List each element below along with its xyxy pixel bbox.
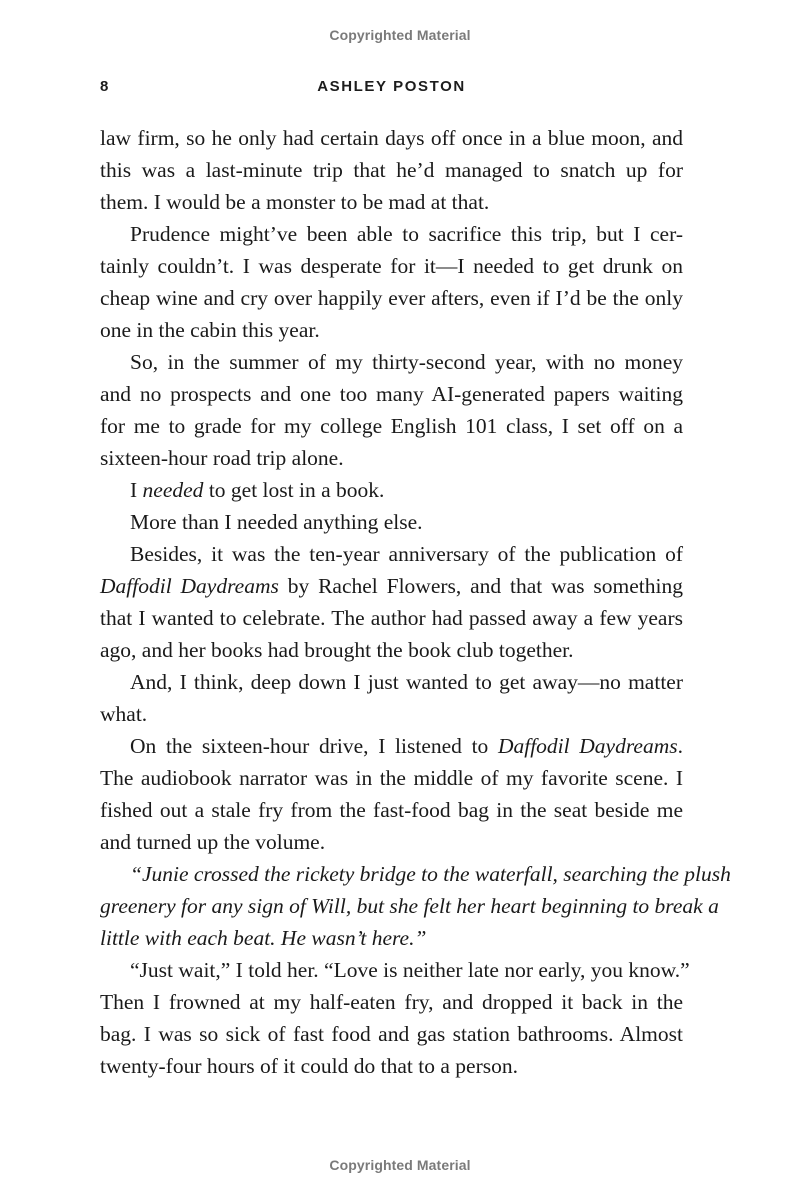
running-head-author: ASHLEY POSTON: [317, 78, 466, 95]
line-text: More than I needed anything else.: [130, 510, 423, 534]
text-line: [100, 986, 683, 1018]
line-text: law firm, so he only had certain days off once in a blue moon, and: [100, 126, 683, 150]
running-head: [100, 78, 683, 98]
line-text: that I wanted to celebrate. The author had passed away a few years: [100, 606, 683, 630]
line-text: ago, and her books had brought the book club together.: [100, 638, 574, 662]
line-text: Then I frowned at my half-eaten fry, and dropped it back in the: [100, 990, 683, 1014]
line-text: Besides, it was the ten-year anniversary of the publication of: [130, 542, 683, 566]
text-line: [100, 154, 683, 186]
text-line: [100, 474, 683, 506]
text-line: [100, 730, 683, 762]
line-text: for me to grade for my college English 101 class, I set off on a: [100, 414, 683, 438]
text-line: [100, 794, 683, 826]
text-line: [100, 762, 683, 794]
text-line: [100, 1018, 683, 1050]
line-text: and no prospects and one too many AI-generated papers waiting: [100, 382, 683, 406]
text-line: [100, 570, 683, 602]
line-text: by Rachel Flowers, and that was something: [278, 574, 683, 598]
text-line: [100, 954, 690, 986]
line-text: tainly couldn’t. I was desperate for it—I needed to get drunk on: [100, 254, 683, 278]
line-text: The audiobook narrator was in the middle of my favorite scene. I: [100, 766, 683, 790]
copyright-watermark-bottom: Copyrighted Material: [329, 1157, 471, 1173]
line-text: “Just wait,” I told her. “Love is neither late nor early, you know.”: [130, 958, 690, 982]
text-line: [100, 698, 683, 730]
italic-text: Daffodil Daydreams: [100, 574, 279, 598]
text-line: [100, 506, 683, 538]
line-text: and turned up the volume.: [100, 830, 326, 854]
text-line: [100, 218, 683, 250]
line-text: them. I would be a monster to be mad at that.: [100, 190, 490, 214]
body-text: [100, 122, 731, 1082]
line-text: sixteen-hour road trip alone.: [100, 446, 344, 470]
text-line: [100, 922, 683, 954]
line-text: On the sixteen-hour drive, I listened to: [130, 734, 498, 758]
line-text: fished out a stale fry from the fast-food bag in the seat beside me: [100, 798, 683, 822]
text-line: [100, 122, 683, 154]
italic-text: “Junie crossed the rickety bridge to the waterfall, searching the plush: [130, 862, 731, 886]
text-line: [100, 282, 683, 314]
text-line: [100, 410, 683, 442]
line-text: one in the cabin this year.: [100, 318, 320, 342]
text-line: [100, 826, 683, 858]
line-text: this was a last-minute trip that he’d managed to snatch up for: [100, 158, 683, 182]
text-line: [100, 314, 683, 346]
text-line: [100, 858, 731, 890]
line-text: And, I think, deep down I just wanted to get away—no matter: [130, 670, 683, 694]
copyright-watermark-top: Copyrighted Material: [329, 27, 471, 43]
text-line: [100, 602, 683, 634]
page-number: 8: [100, 78, 109, 95]
text-line: [100, 634, 683, 666]
line-text: twenty-four hours of it could do that to a person.: [100, 1054, 518, 1078]
line-text: So, in the summer of my thirty-second year, with no money: [130, 350, 683, 374]
line-text: cheap wine and cry over happily ever afters, even if I’d be the only: [100, 286, 683, 310]
line-text: .: [677, 734, 683, 758]
italic-text: greenery for any sign of Will, but she felt her heart beginning to break a: [100, 894, 719, 918]
text-line: [100, 346, 683, 378]
text-line: [100, 538, 683, 570]
line-text: I: [130, 478, 143, 502]
text-line: [100, 890, 719, 922]
text-line: [100, 378, 683, 410]
line-text: Prudence might’ve been able to sacrifice this trip, but I cer-: [130, 222, 683, 246]
line-text: to get lost in a book.: [203, 478, 385, 502]
text-line: [100, 666, 683, 698]
text-line: [100, 1050, 683, 1082]
italic-text: needed: [142, 478, 204, 502]
line-text: what.: [100, 702, 148, 726]
text-line: [100, 442, 683, 474]
line-text: bag. I was so sick of fast food and gas station bathrooms. Almost: [100, 1022, 683, 1046]
italic-text: Daffodil Daydreams: [497, 734, 678, 758]
text-line: [100, 250, 683, 282]
italic-text: little with each beat. He wasn’t here.”: [100, 926, 427, 950]
text-line: [100, 186, 683, 218]
